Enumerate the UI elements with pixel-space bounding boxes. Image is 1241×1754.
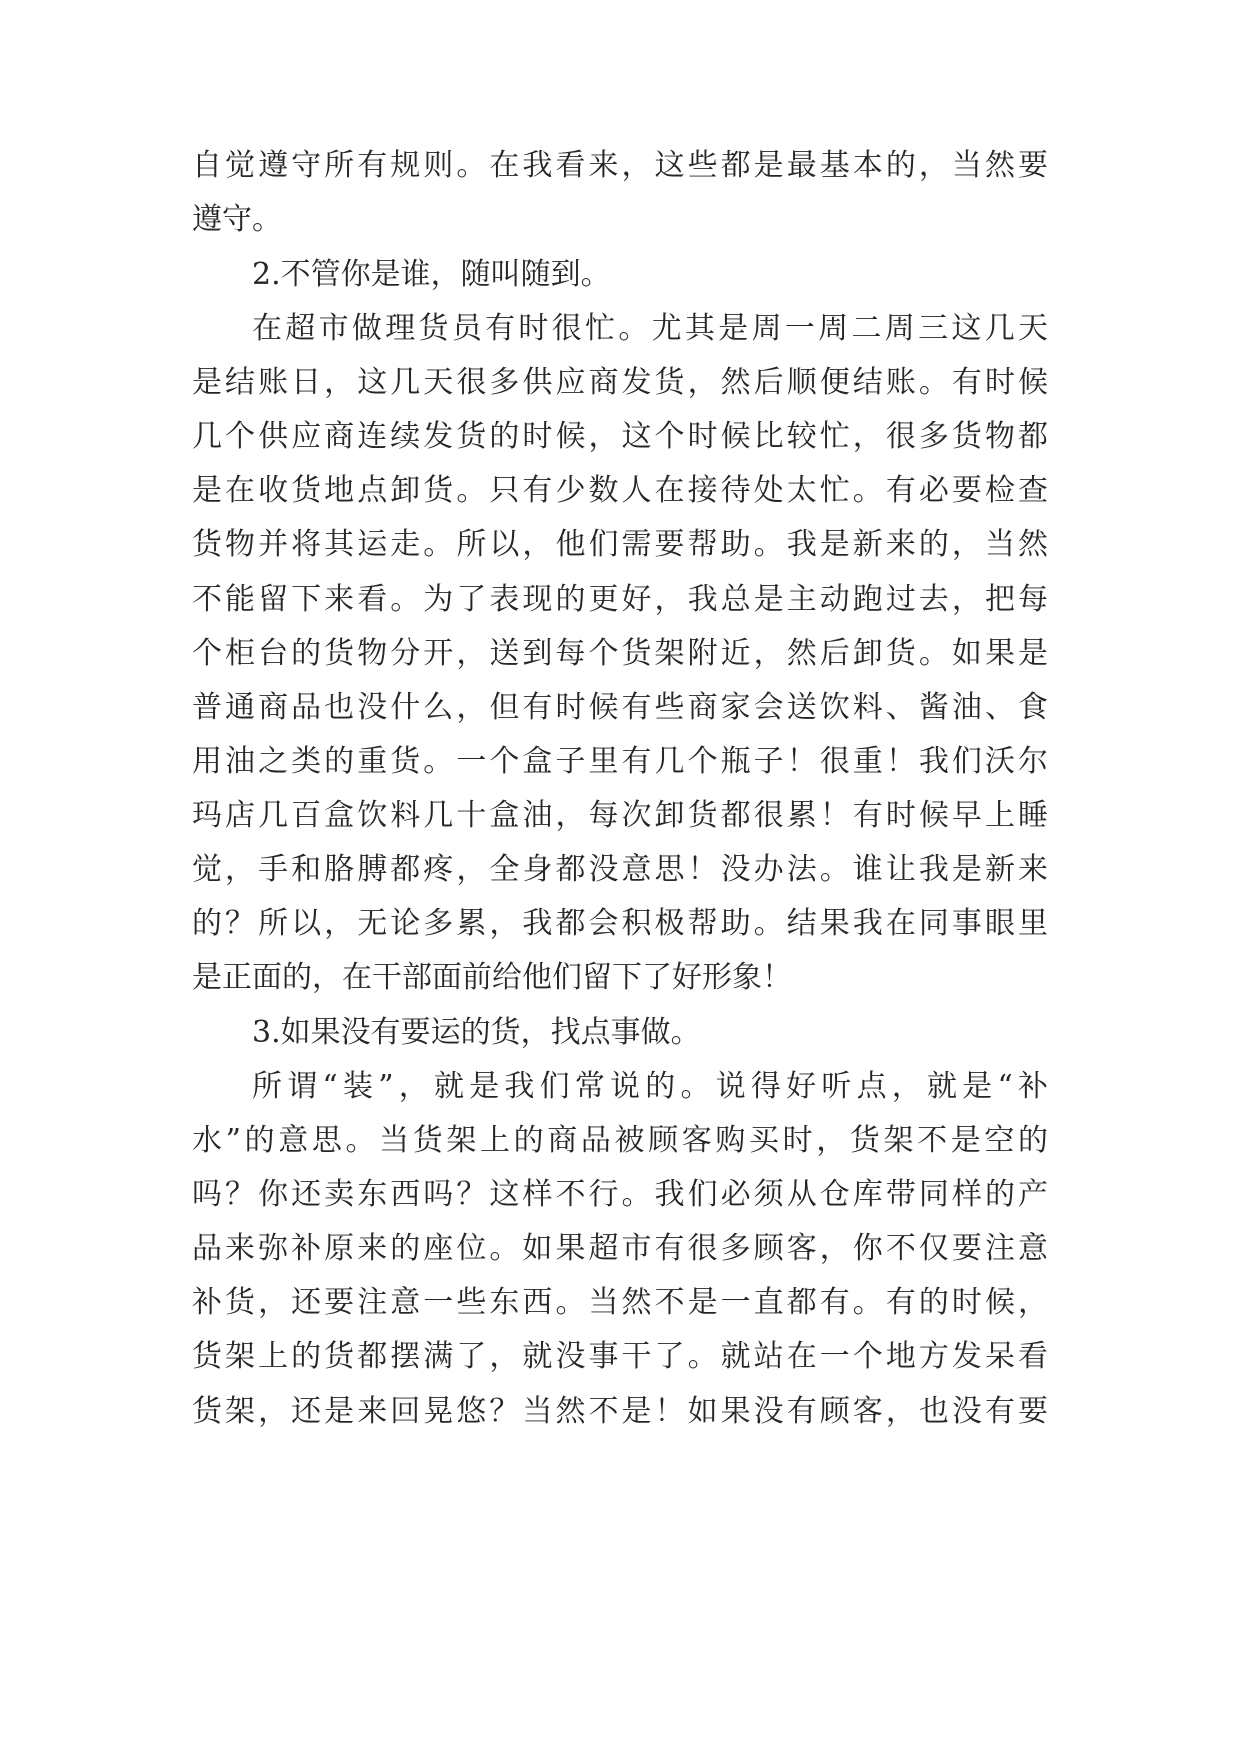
paragraph-text: 遵守。	[192, 202, 282, 237]
text-line	[0, 1165, 1241, 1225]
text-line	[0, 245, 1241, 305]
paragraph-text: 是在收货地点卸货。只有少数人在接待处太忙。有必要检查	[192, 473, 1048, 508]
text-line	[0, 570, 1241, 630]
text-line	[0, 1057, 1241, 1117]
text-line	[0, 461, 1241, 521]
paragraph-text: 所谓“装”，就是我们常说的。说得好听点，就是“补	[252, 1069, 1048, 1104]
text-line	[0, 1327, 1241, 1387]
paragraph-text: 用油之类的重货。一个盒子里有几个瓶子！很重！我们沃尔	[192, 744, 1048, 779]
paragraph-text: 个柜台的货物分开，送到每个货架附近，然后卸货。如果是	[192, 636, 1048, 671]
text-line	[0, 840, 1241, 900]
paragraph-text: 在超市做理货员有时很忙。尤其是周一周二周三这几天	[252, 311, 1048, 346]
paragraph-text: 水”的意思。当货架上的商品被顾客购买时，货架不是空的	[192, 1123, 1048, 1158]
paragraph-text: 玛店几百盒饮料几十盒油，每次卸货都很累！有时候早上睡	[192, 798, 1048, 833]
paragraph-text: 是正面的，在干部面前给他们留下了好形象！	[192, 960, 792, 995]
paragraph-text: 不能留下来看。为了表现的更好，我总是主动跑过去，把每	[192, 582, 1048, 617]
text-line	[0, 624, 1241, 684]
section-heading: 3.如果没有要运的货，找点事做。	[252, 1015, 701, 1050]
paragraph-text: 补货，还要注意一些东西。当然不是一直都有。有的时候，	[192, 1285, 1048, 1320]
text-line	[0, 786, 1241, 846]
text-line	[0, 1111, 1241, 1171]
text-line	[0, 678, 1241, 738]
text-line	[0, 136, 1241, 196]
text-line	[0, 190, 1241, 250]
text-line	[0, 299, 1241, 359]
text-line	[0, 1382, 1241, 1442]
paragraph-text: 几个供应商连续发货的时候，这个时候比较忙，很多货物都	[192, 419, 1048, 454]
paragraph-text: 自觉遵守所有规则。在我看来，这些都是最基本的，当然要	[192, 148, 1048, 183]
text-line	[0, 894, 1241, 954]
text-line	[0, 407, 1241, 467]
paragraph-text: 吗？你还卖东西吗？这样不行。我们必须从仓库带同样的产	[192, 1177, 1048, 1212]
paragraph-text: 品来弥补原来的座位。如果超市有很多顾客，你不仅要注意	[192, 1231, 1048, 1266]
paragraph-text: 是结账日，这几天很多供应商发货，然后顺便结账。有时候	[192, 365, 1048, 400]
text-line	[0, 1219, 1241, 1279]
paragraph-text: 货物并将其运走。所以，他们需要帮助。我是新来的，当然	[192, 527, 1048, 562]
text-line	[0, 515, 1241, 575]
text-line	[0, 732, 1241, 792]
paragraph-text: 普通商品也没什么，但有时候有些商家会送饮料、酱油、食	[192, 690, 1048, 725]
section-heading: 2.不管你是谁，随叫随到。	[252, 257, 611, 292]
paragraph-text: 觉，手和胳膊都疼，全身都没意思！没办法。谁让我是新来	[192, 852, 1048, 887]
paragraph-text: 的？所以，无论多累，我都会积极帮助。结果我在同事眼里	[192, 906, 1048, 941]
paragraph-text: 货架上的货都摆满了，就没事干了。就站在一个地方发呆看	[192, 1339, 1048, 1374]
text-line	[0, 353, 1241, 413]
text-line	[0, 1273, 1241, 1333]
text-line	[0, 948, 1241, 1008]
paragraph-text: 货架，还是来回晃悠？当然不是！如果没有顾客，也没有要	[192, 1394, 1048, 1429]
text-line	[0, 1003, 1241, 1063]
